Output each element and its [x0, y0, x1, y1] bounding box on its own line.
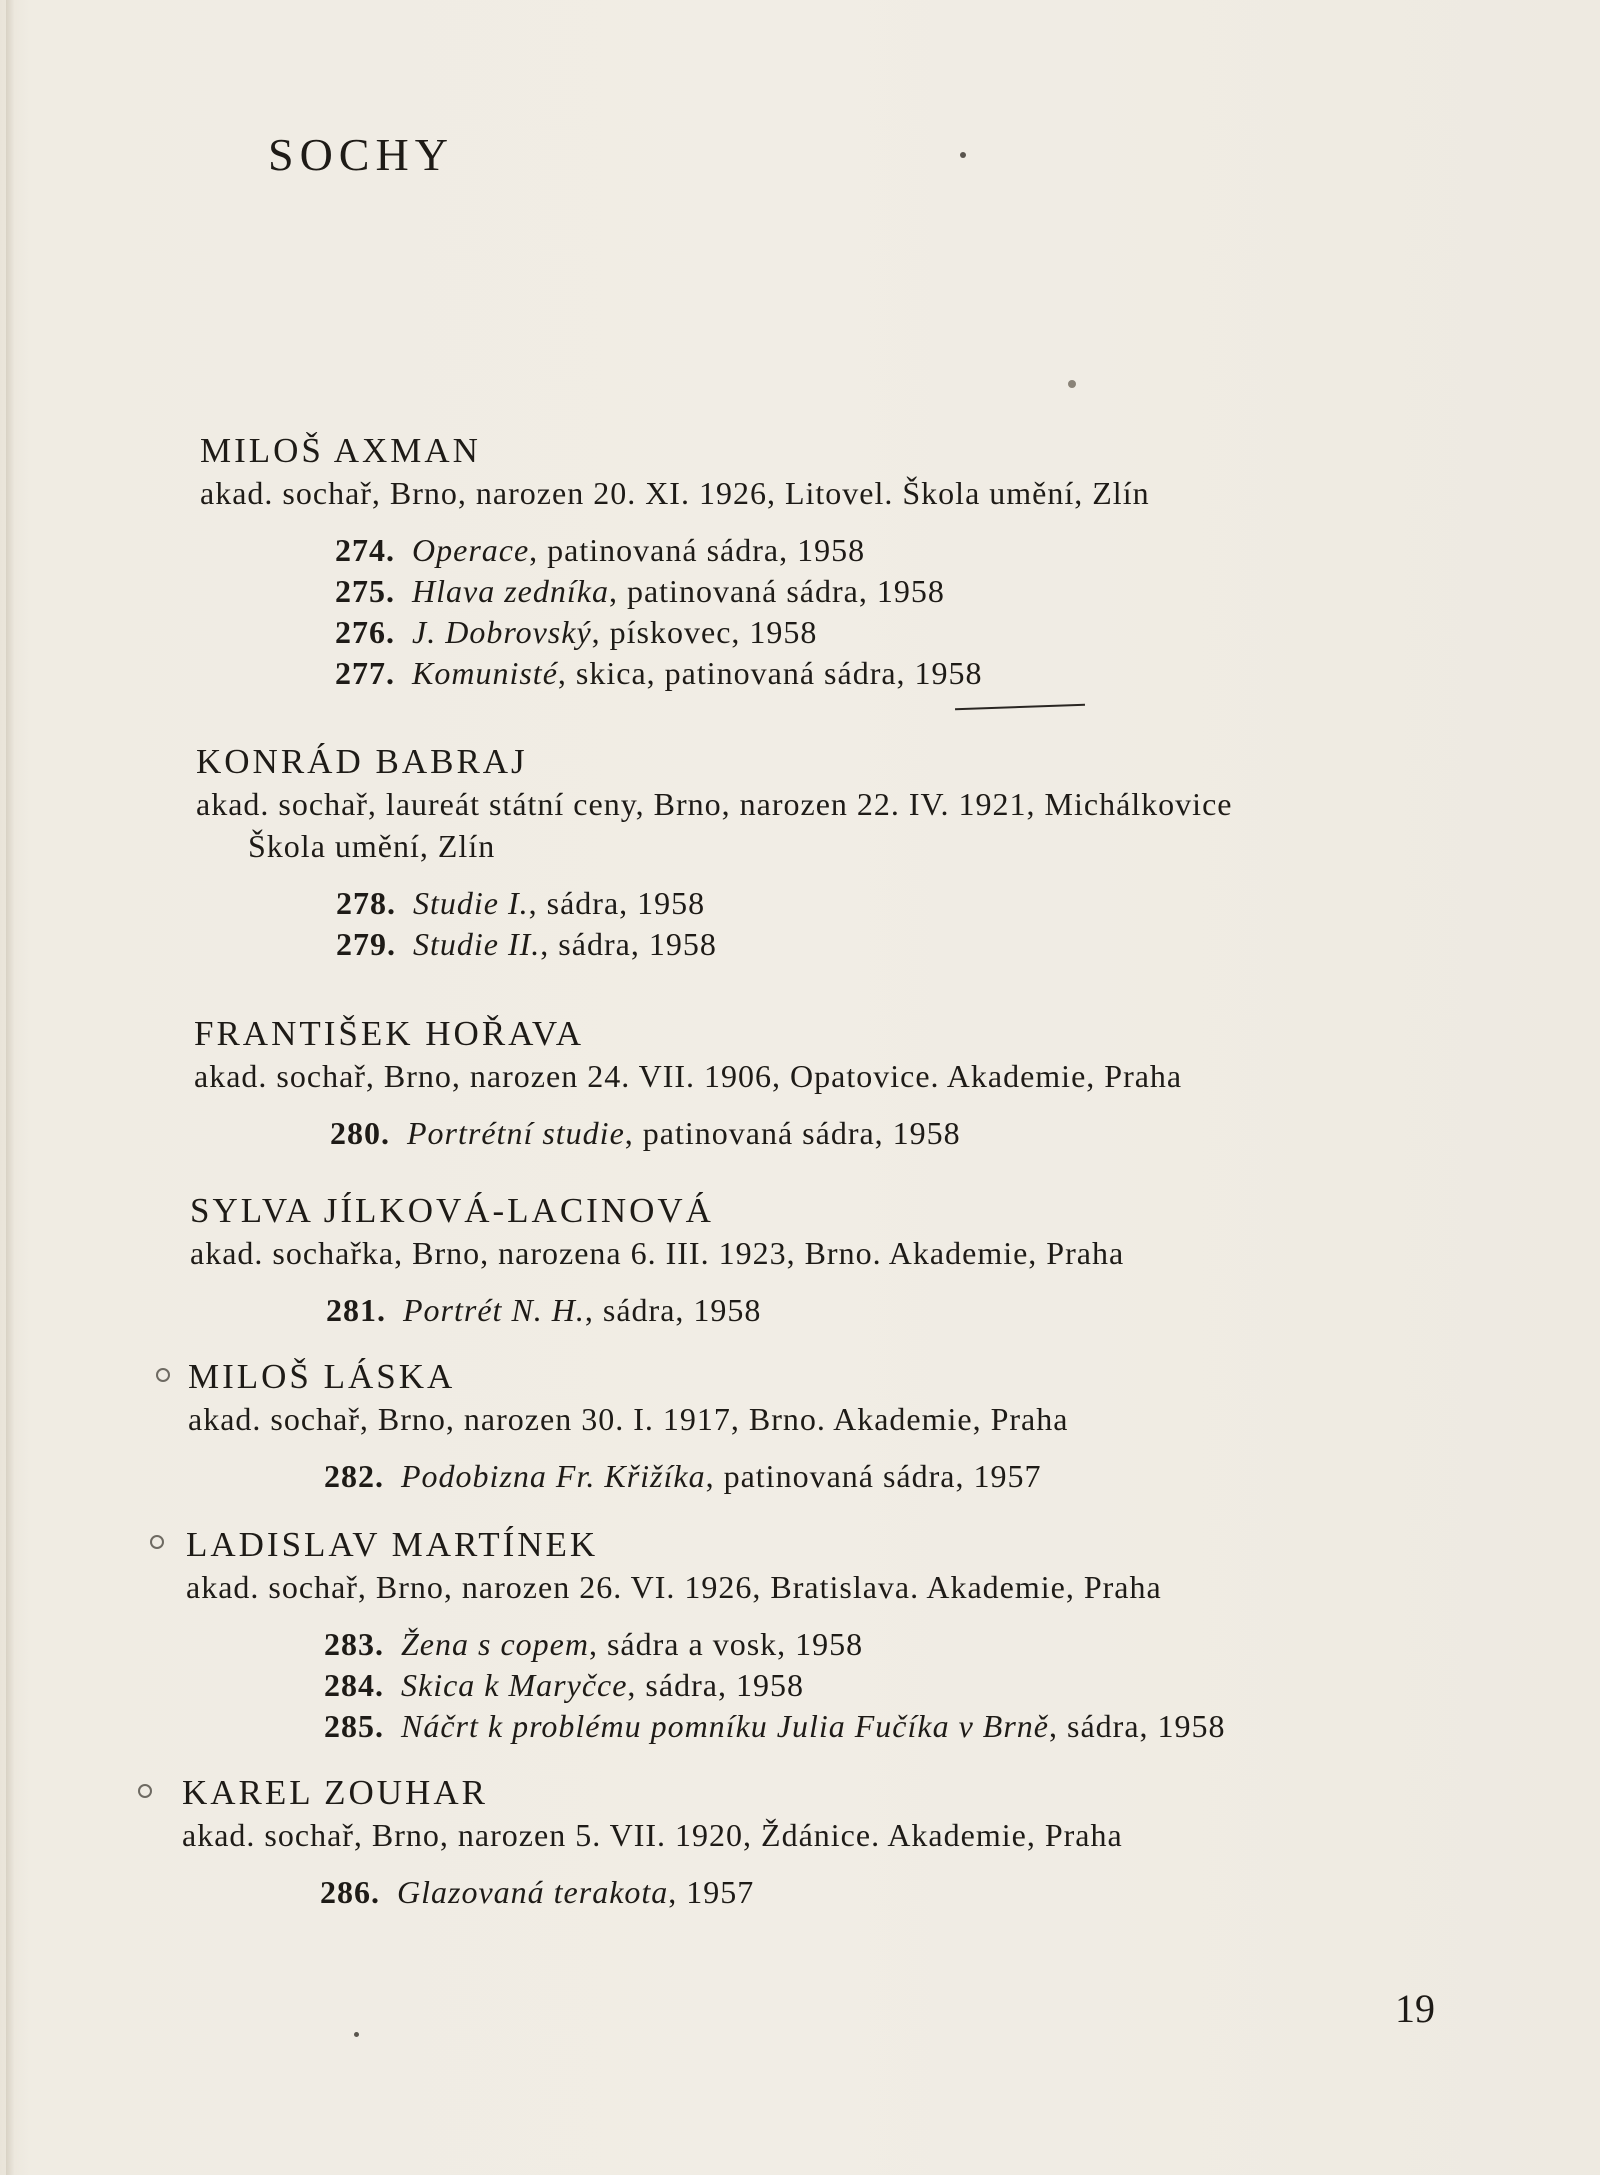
work-item: 277. Komunisté, skica, patinovaná sádra, 1958 — [335, 655, 983, 691]
artist-bio: akad. sochař, Brno, narozen 30. I. 1917, Brno. Akademie, Praha — [188, 1401, 1069, 1437]
artist-name: KAREL ZOUHAR — [182, 1773, 488, 1812]
work-item: 281. Portrét N. H., sádra, 1958 — [326, 1292, 762, 1328]
work-item: 285. Náčrt k problému pomníku Julia Fučíka v Brně, sádra, 1958 — [324, 1708, 1226, 1744]
work-item: 274. Operace, patinovaná sádra, 1958 — [335, 532, 866, 568]
ring-mark-icon — [156, 1368, 170, 1382]
artist-entry-jilkova-lacinova — [190, 1190, 1124, 1331]
page-number: 19 — [1395, 1986, 1435, 2031]
work-item: 280. Portrétní studie, patinovaná sádra, 1958 — [330, 1115, 961, 1151]
artist-entry-horava — [194, 1013, 1182, 1154]
artist-entry-babraj — [196, 741, 1232, 965]
artist-bio: akad. sochař, Brno, narozen 24. VII. 1906, Opatovice. Akademie, Praha — [194, 1058, 1183, 1094]
section-title: SOCHY — [268, 129, 454, 180]
ring-mark-icon — [150, 1535, 164, 1549]
work-item: 276. J. Dobrovský, pískovec, 1958 — [335, 614, 818, 650]
artist-entry-martinek — [186, 1524, 1226, 1747]
work-item: 286. Glazovaná terakota, 1957 — [320, 1874, 755, 1910]
page-binding-edge — [6, 0, 14, 2175]
artist-name: MILOŠ AXMAN — [200, 431, 481, 470]
artist-name: FRANTIŠEK HOŘAVA — [194, 1014, 584, 1053]
work-item: 282. Podobizna Fr. Křižíka, patinovaná sádra, 1957 — [324, 1458, 1042, 1494]
ink-speck — [960, 152, 966, 158]
ink-speck — [1068, 380, 1076, 388]
works-list — [190, 1290, 1124, 1331]
work-item: 275. Hlava zedníka, patinovaná sádra, 1958 — [335, 573, 945, 609]
artist-bio: akad. sochař, Brno, narozen 5. VII. 1920, Ždánice. Akademie, Praha — [182, 1817, 1123, 1853]
works-list — [194, 1113, 1182, 1154]
work-item: 278. Studie I., sádra, 1958 — [336, 885, 706, 921]
artist-entry-zouhar — [182, 1772, 1123, 1913]
artist-entry-axman — [200, 430, 1150, 694]
artist-name: SYLVA JÍLKOVÁ-LACINOVÁ — [190, 1191, 714, 1230]
artist-bio: akad. sochař, laureát státní ceny, Brno, narozen 22. IV. 1921, Michálkovice — [196, 786, 1233, 822]
works-list — [188, 1456, 1068, 1497]
works-list — [186, 1624, 1226, 1747]
artist-bio: akad. sochařka, Brno, narozena 6. III. 1923, Brno. Akademie, Praha — [190, 1235, 1125, 1271]
work-item: 279. Studie II., sádra, 1958 — [336, 926, 717, 962]
ink-speck — [354, 2032, 359, 2037]
work-item: 284. Skica k Maryčce, sádra, 1958 — [324, 1667, 804, 1703]
artist-name: MILOŠ LÁSKA — [188, 1357, 456, 1396]
ring-mark-icon — [138, 1784, 152, 1798]
artist-bio: akad. sochař, Brno, narozen 20. XI. 1926, Litovel. Škola umění, Zlín — [200, 475, 1150, 511]
works-list — [200, 530, 1150, 694]
works-list — [196, 883, 1232, 965]
artist-bio-continued: Škola umění, Zlín — [248, 828, 496, 864]
works-list — [182, 1872, 1123, 1913]
artist-bio: akad. sochař, Brno, narozen 26. VI. 1926, Bratislava. Akademie, Praha — [186, 1569, 1162, 1605]
work-item: 283. Žena s copem, sádra a vosk, 1958 — [324, 1626, 864, 1662]
artist-name: KONRÁD BABRAJ — [196, 742, 528, 781]
artist-entry-laska — [188, 1356, 1068, 1497]
artist-name: LADISLAV MARTÍNEK — [186, 1525, 599, 1564]
